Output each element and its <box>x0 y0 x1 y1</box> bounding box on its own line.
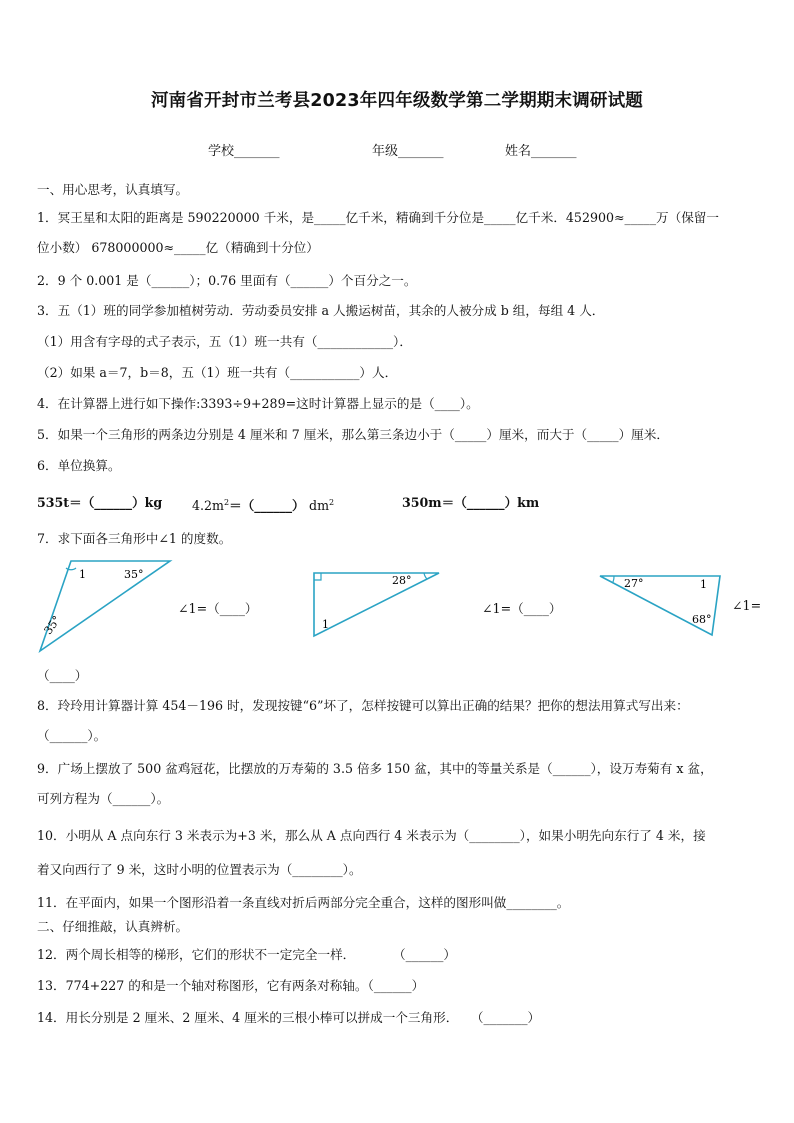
triangle-2-arc-top <box>424 573 427 579</box>
question-3-part-2: （2）如果 a＝7，b＝8，五（1）班一共有（___________）人． <box>37 365 398 380</box>
triangle-2-right-angle <box>314 573 321 580</box>
question-5: 5．如果一个三角形的两条边分别是 4 厘米和 7 厘米，那么第三条边小于（_____）厘米，而大于（_____）厘米． <box>37 427 669 442</box>
question-6-item-c: 350m＝（______）km <box>402 495 540 510</box>
question-4: 4．在计算器上进行如下操作:3393÷9+289=这时计算器上显示的是（____）。 <box>37 396 479 411</box>
triangle-3-label-left: 27° <box>624 577 644 590</box>
question-13: 13．774+227 的和是一个轴对称图形，它有两条对称轴。（______） <box>37 978 425 993</box>
triangle-3-arc-left <box>613 576 614 582</box>
section-1-heading: 一、用心思考，认真填写。 <box>37 182 189 197</box>
question-3-part-1: （1）用含有字母的式子表示，五（1）班一共有（____________）． <box>37 334 412 349</box>
triangle-3-answer-blank: （____） <box>37 668 88 683</box>
question-10-line-2: 着又向西行了 9 米，这时小明的位置表示为（________）。 <box>37 862 362 877</box>
triangle-2-label-top: 28° <box>392 574 412 587</box>
q6b-unit-exponent: 2 <box>329 498 335 507</box>
question-11: 11．在平面内，如果一个图形沿着一条直线对折后两部分完全重合，这样的图形叫做________。 <box>37 895 570 910</box>
question-12: 12．两个周长相等的梯形，它们的形状不一定完全一样． （______） <box>37 947 457 962</box>
question-8-line-1: 8．玲玲用计算器计算 454－196 时，发现按键“6”坏了，怎样按键可以算出正确的结果？把你的想法用算式写出来： <box>37 698 689 713</box>
triangle-1-label-angle1: 1 <box>79 568 86 581</box>
question-9-line-1: 9．广场上摆放了 500 盆鸡冠花，比摆放的万寿菊的 3.5 倍多 150 盆，其中的等量关系是（______），设万寿菊有 x 盆， <box>37 761 713 776</box>
q6b-exponent: 2 <box>223 498 230 507</box>
grade-field[interactable]: 年级_______ <box>372 144 444 159</box>
triangle-3-label-bottom: 68° <box>692 613 712 626</box>
question-10-line-1: 10．小明从 A 点向东行 3 米表示为+3 米，那么从 A 点向西行 4 米表示为（________），如果小明先向东行了 4 米，接 <box>37 828 706 843</box>
question-1-line-2: 位小数） 678000000≈_____亿（精确到十分位） <box>37 240 319 255</box>
question-14: 14．用长分别是 2 厘米、2 厘米、4 厘米的三根小棒可以拼成一个三角形． （_______） <box>37 1010 541 1025</box>
triangle-3-answer: ∠1= <box>732 598 762 613</box>
question-8-line-2: （______）。 <box>37 728 107 743</box>
triangle-2-shape <box>314 573 439 636</box>
triangle-figure-3 <box>596 571 728 641</box>
question-6: 6．单位换算。 <box>37 458 121 473</box>
triangle-2-answer: ∠1=（____） <box>482 601 562 616</box>
question-9-line-2: 可列方程为（______）。 <box>37 791 170 806</box>
question-6-item-b <box>192 495 334 514</box>
triangle-1-label-top: 35° <box>124 568 144 581</box>
question-6-item-a: 535t＝（______）kg <box>37 495 163 510</box>
triangle-3-label-angle1: 1 <box>700 578 707 591</box>
triangle-1-answer: ∠1=（____） <box>178 601 258 616</box>
triangle-1-label-bottom: 35° <box>41 613 64 637</box>
question-2: 2．9 个 0.001 是（______）；0.76 里面有（______）个百分之一。 <box>37 273 417 288</box>
triangle-figure-1 <box>36 557 176 657</box>
triangle-1-arc-angle1 <box>66 568 76 570</box>
q6b-unit: dm <box>309 498 330 514</box>
triangle-2-label-angle1: 1 <box>322 618 329 631</box>
name-field[interactable]: 姓名_______ <box>505 144 577 159</box>
triangle-1-shape <box>40 561 170 651</box>
triangle-figure-2 <box>308 568 446 640</box>
section-2-heading: 二、仔细推敲，认真辨析。 <box>37 919 189 934</box>
q6b-answer: ＝（______） <box>229 498 305 514</box>
page-title: 河南省开封市兰考县2023年四年级数学第二学期期末调研试题 <box>150 91 643 111</box>
question-7: 7．求下面各三角形中∠1 的度数。 <box>37 531 232 546</box>
question-3: 3．五（1）班的同学参加植树劳动．劳动委员安排 a 人搬运树苗，其余的人被分成 b 组，每组 4 人． <box>37 303 605 318</box>
question-1-line-1: 1．冥王星和太阳的距离是 590220000 千米，是_____亿千米，精确到千分位是_____亿千米．452900≈_____万（保留一 <box>37 210 719 225</box>
school-field[interactable]: 学校_______ <box>208 144 280 159</box>
q6b-number: 4.2m <box>192 498 224 514</box>
